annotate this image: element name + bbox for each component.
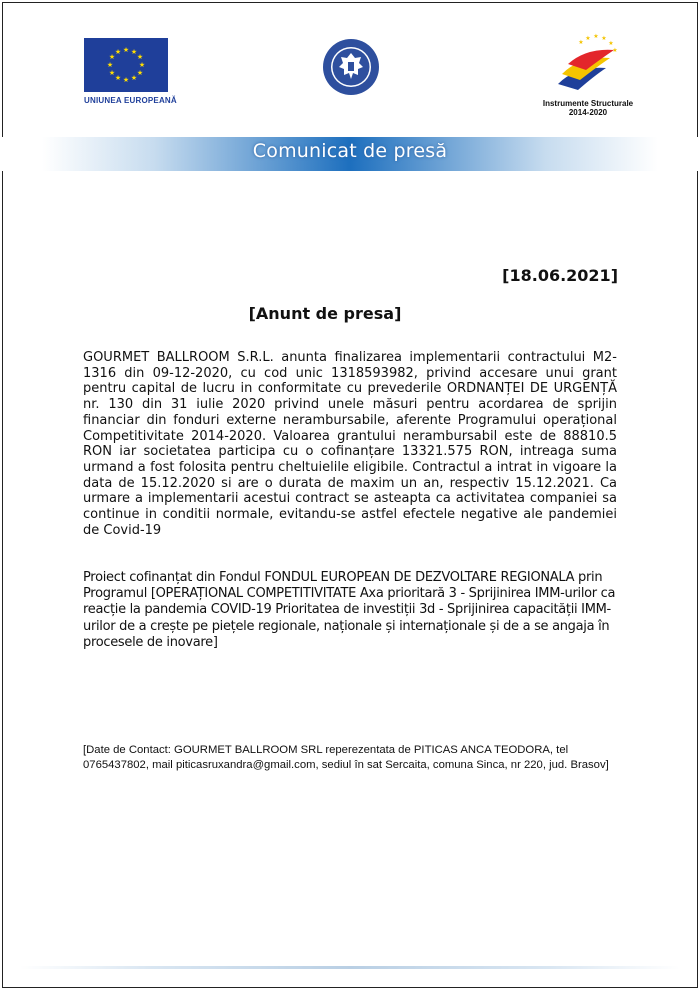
eu-flag-icon	[84, 38, 168, 92]
contact-details: [Date de Contact: GOURMET BALLROOM SRL reperezentata de PITICAS ANCA TEODORA, tel 0765437802, mail piticasruxandra@gmail.com, sediul în sat Sercaita, comuna Sinca, nr 220, jud. Brasov]	[83, 744, 609, 771]
romanian-government-logo	[322, 38, 380, 96]
svg-text:★: ★	[108, 69, 116, 77]
eu-flag-logo	[84, 38, 168, 92]
eu-caption: UNIUNEA EUROPEANĂ	[84, 96, 177, 105]
svg-text:★: ★	[578, 39, 584, 46]
footer-divider	[20, 966, 680, 969]
is-caption-years: 2014-2020	[568, 108, 608, 117]
svg-text:★: ★	[130, 48, 138, 56]
project-funding-text: Proiect cofinanțat din Fondul FONDUL EUROPEAN DE DEZVOLTARE REGIONALA prin Programul [OPERAȚIONAL COMPETITIVITATE Axa prioritară 3 - Sprijinirea IMM-urilor ca reacție la pandemia COVID-19 Prioritatea de investiții 3d - Sprijinirea capacității IMM-urilor de a crește pe piețele regionale, naționale și internaționale și de a se angaja în procesele de inovare]	[83, 570, 616, 650]
structural-instruments-icon	[548, 30, 624, 100]
banner-title: Comunicat de presă	[252, 140, 448, 162]
svg-text:★: ★	[136, 53, 144, 61]
svg-text:★: ★	[601, 35, 607, 42]
svg-text:★: ★	[122, 76, 130, 84]
svg-text:★: ★	[114, 74, 122, 82]
instrumente-structurale-caption	[538, 99, 638, 117]
svg-text:★: ★	[136, 69, 144, 77]
svg-text:★: ★	[585, 35, 591, 42]
instrumente-structurale-logo	[548, 30, 624, 100]
government-seal-icon	[322, 38, 380, 96]
svg-text:★: ★	[106, 61, 114, 69]
svg-text:★: ★	[612, 47, 618, 54]
is-caption-title: Instrumente Structurale	[542, 99, 634, 108]
svg-text:★: ★	[108, 53, 116, 61]
svg-text:★: ★	[593, 33, 599, 40]
svg-text:★: ★	[138, 61, 146, 69]
document-title: [Anunt de presa]	[248, 304, 402, 323]
svg-text:★: ★	[130, 74, 138, 82]
document-date: [18.06.2021]	[502, 266, 618, 285]
announcement-body: GOURMET BALLROOM S.R.L. anunta finalizarea implementarii contractului M2-1316 din 09-12-2020, cu cod unic 1318593982, privind accesare unui grant pentru capital de lucru in conformitate cu prevederile ORDNANȚEI DE URGENȚĂ nr. 130 din 31 iulie 2020 privind unele măsuri pentru acordarea de sprijin financiar din fonduri externe nerambursabile, aferente Programului operațional Competitivitate 2014-2020. Valoarea grantului nerambursabil este de 88810.5 RON iar societatea participa cu o cofinanțare 13321.575 RON, intreaga suma urmand a fost folosita pentru cheltuielile eligibile. Contractul a intrat in vigoare la data de 15.12.2020 si are o durata de maxim un an, respectiv 15.12.2021. Ca urmare a implementarii acestui contract se asteapta ca activitatea companiei sa continue in conditii normale, evitandu-se astfel efectele negative ale pandemiei de Covid-19	[83, 350, 617, 538]
svg-text:★: ★	[608, 40, 614, 47]
svg-text:★: ★	[122, 46, 130, 54]
svg-text:★: ★	[114, 48, 122, 56]
